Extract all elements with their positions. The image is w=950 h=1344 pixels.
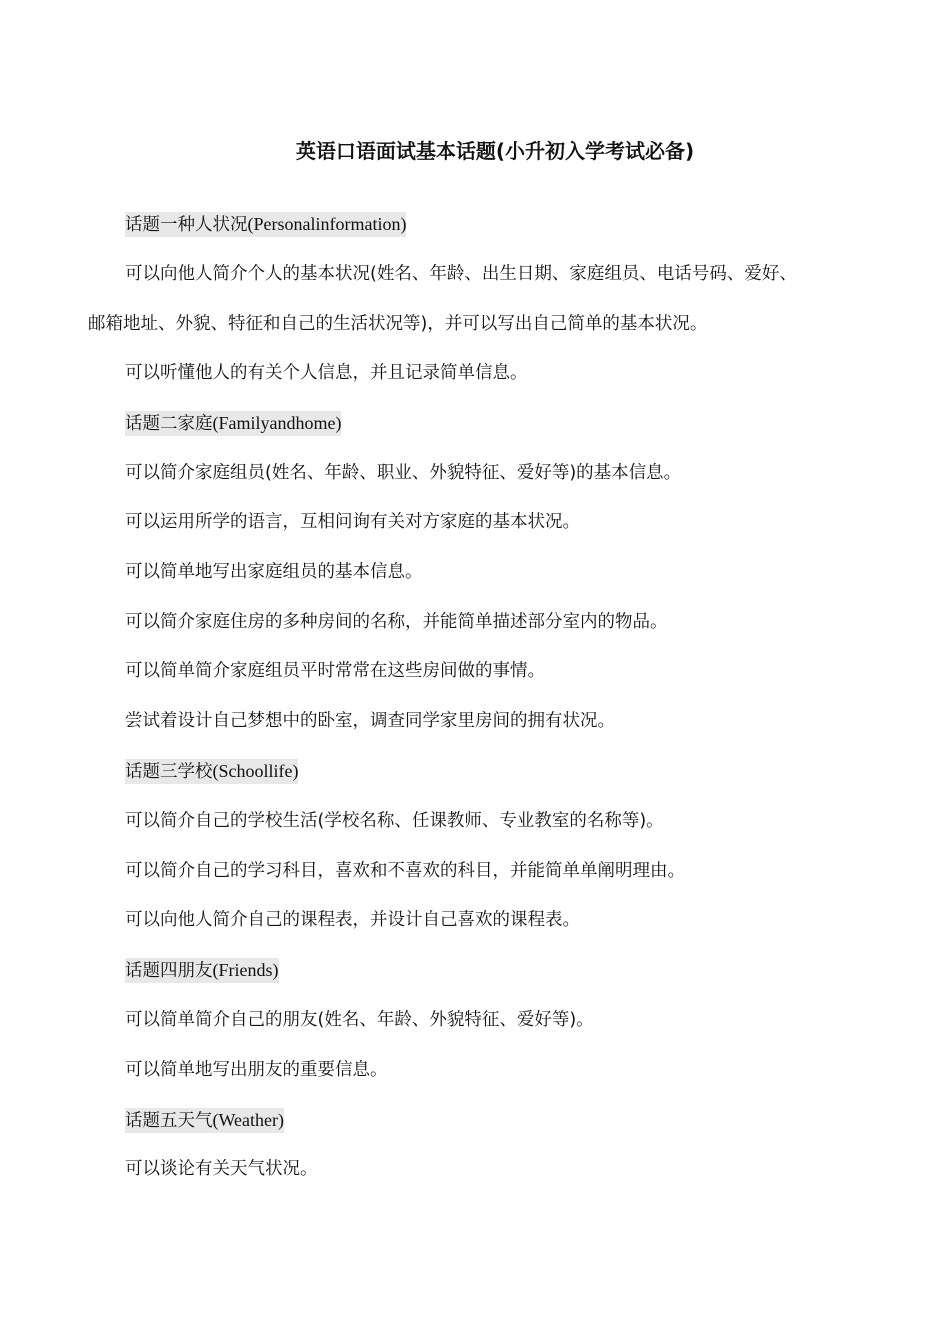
paragraph: 可以听懂他人的有关个人信息，并且记录简单信息。 (125, 363, 528, 383)
topic-heading-en: (Familyandhome) (212, 413, 342, 433)
topic-heading-en: (Friends) (212, 960, 279, 980)
topic-heading-zh: 话题三学校 (125, 762, 213, 782)
topic-heading-en: (Schoollife) (212, 761, 299, 781)
topic-heading-zh: 话题五天气 (125, 1111, 213, 1131)
topic-heading-school-life (125, 759, 298, 784)
paragraph: 可以简单地写出朋友的重要信息。 (125, 1060, 388, 1080)
topic-heading-en: (Personalinformation) (247, 214, 407, 234)
topic-heading-friends (125, 958, 279, 983)
document-title: 英语口语面试基本话题(小升初入学考试必备) (295, 139, 695, 163)
paragraph: 可以运用所学的语言，互相问询有关对方家庭的基本状况。 (125, 512, 580, 532)
paragraph: 尝试着设计自己梦想中的卧室，调查同学家里房间的拥有状况。 (125, 711, 615, 731)
paragraph: 可以简介家庭组员(姓名、年龄、职业、外貌特征、爱好等)的基本信息。 (125, 463, 682, 483)
paragraph-continuation: 邮箱地址、外貌、特征和自己的生活状况等)，并可以写出自己简单的基本状况。 (88, 314, 708, 334)
paragraph: 可以简单地写出家庭组员的基本信息。 (125, 562, 423, 582)
topic-heading-en: (Weather) (212, 1110, 284, 1130)
topic-heading-zh: 话题四朋友 (125, 961, 213, 981)
paragraph: 可以向他人简介自己的课程表，并设计自己喜欢的课程表。 (125, 910, 580, 930)
topic-heading-zh: 话题二家庭 (125, 414, 213, 434)
paragraph: 可以简介家庭住房的多种房间的名称，并能简单描述部分室内的物品。 (125, 612, 668, 632)
paragraph: 可以简单简介家庭组员平时常常在这些房间做的事情。 (125, 661, 545, 681)
paragraph: 可以简介自己的学校生活(学校名称、任课教师、专业教室的名称等)。 (125, 811, 664, 831)
topic-heading-personal-information (125, 212, 406, 237)
paragraph: 可以向他人简介个人的基本状况(姓名、年龄、出生日期、家庭组员、电话号码、爱好、 (125, 264, 797, 284)
topic-heading-weather (125, 1108, 284, 1133)
paragraph: 可以谈论有关天气状况。 (125, 1159, 318, 1179)
topic-heading-zh: 话题一种人状况 (125, 215, 248, 235)
paragraph: 可以简介自己的学习科目，喜欢和不喜欢的科目，并能简单单阐明理由。 (125, 861, 685, 881)
topic-heading-family-and-home (125, 411, 341, 436)
paragraph: 可以简单简介自己的朋友(姓名、年龄、外貌特征、爱好等)。 (125, 1010, 594, 1030)
